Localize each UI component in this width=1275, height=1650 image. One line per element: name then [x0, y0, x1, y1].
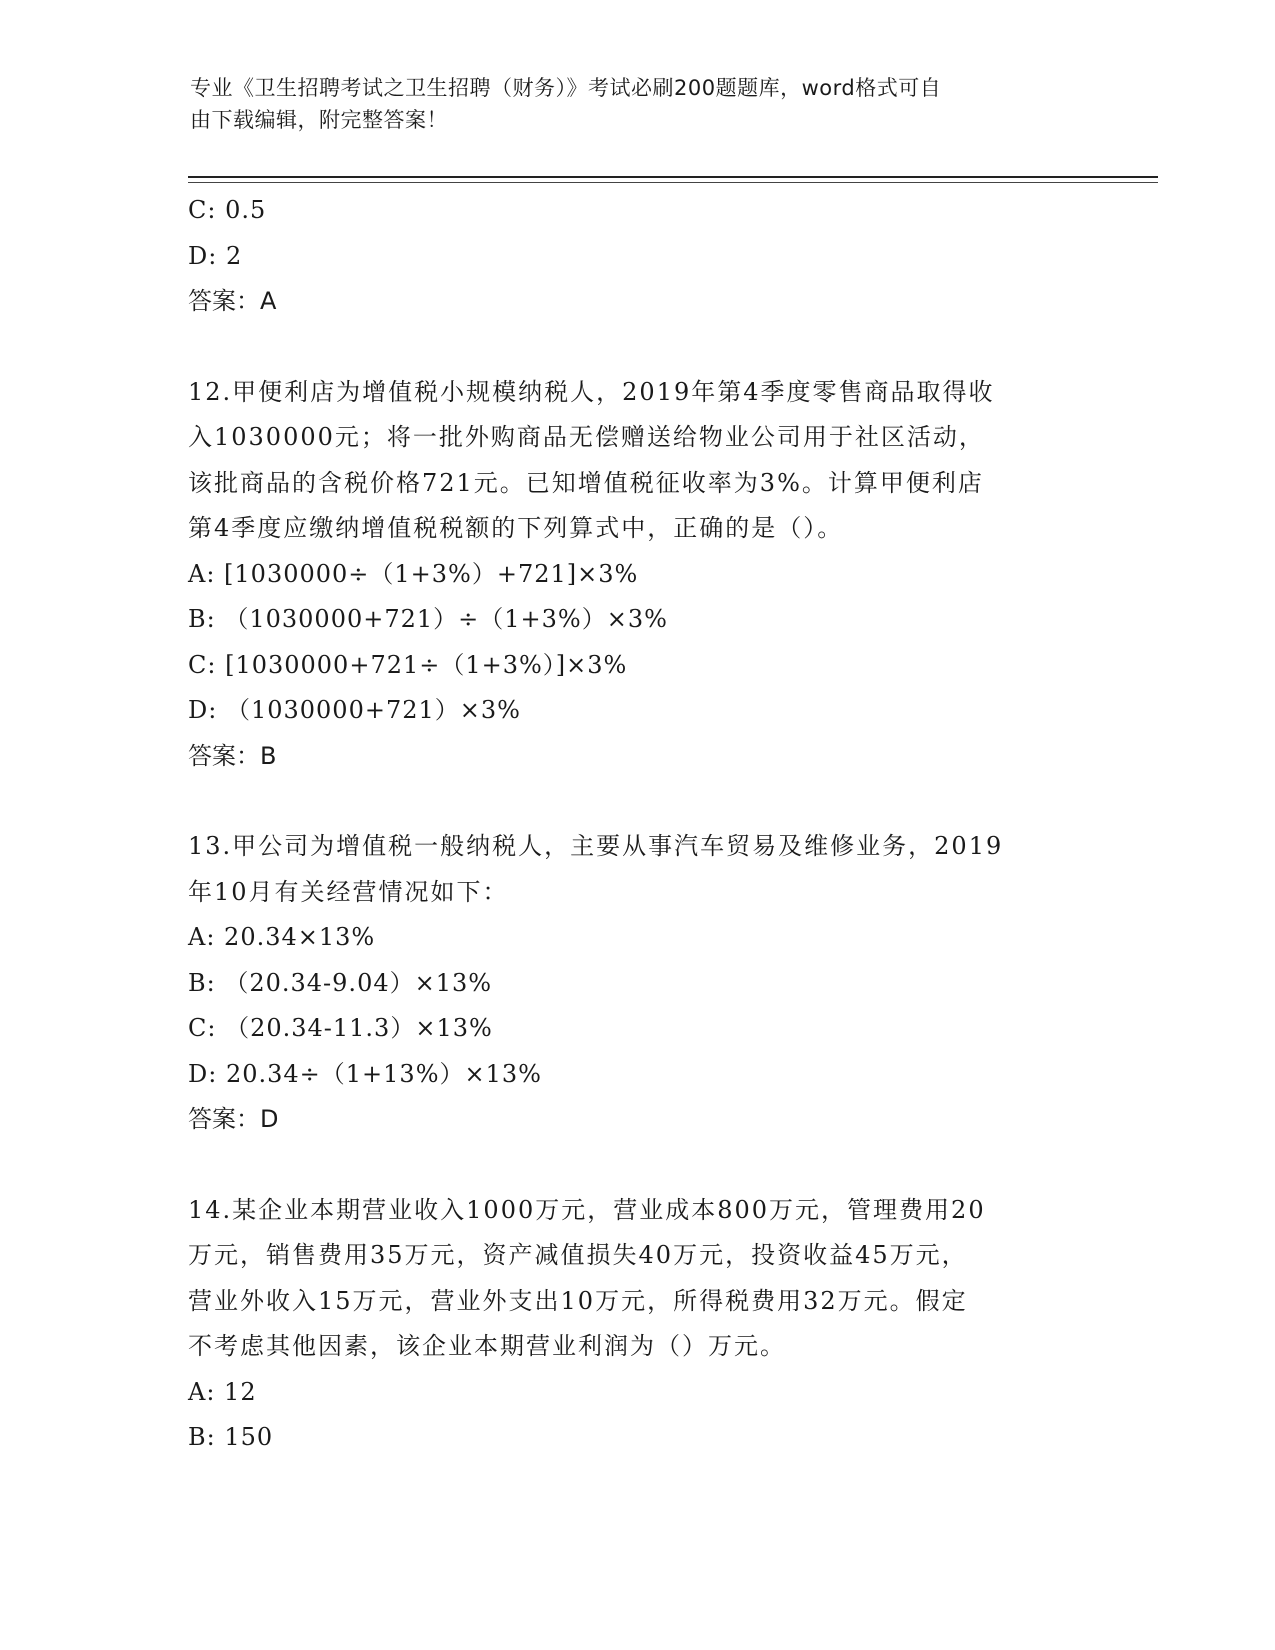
- question-13: [188, 824, 1088, 1143]
- header-divider-thick: [188, 176, 1158, 178]
- answer-line: 答案：A: [188, 287, 277, 315]
- header-line-2: 由下载编辑，附完整答案！: [190, 108, 448, 132]
- option-c: C: （20.34-11.3）×13%: [188, 1014, 493, 1042]
- option-d: D: （1030000+721）×3%: [188, 696, 521, 724]
- option-a: A: 20.34×13%: [188, 923, 376, 951]
- question-text-line: 14.某企业本期营业收入1000万元，营业成本800万元，管理费用20: [188, 1195, 986, 1224]
- spacer: [188, 325, 1088, 370]
- header-divider-thin: [188, 182, 1158, 183]
- spacer: [188, 779, 1088, 824]
- spacer: [188, 1143, 1088, 1188]
- option-b: B: 150: [188, 1423, 274, 1451]
- question-text-line: 年10月有关经营情况如下：: [188, 877, 509, 906]
- option-c: C: [1030000+721÷（1+3%）]×3%: [188, 650, 628, 679]
- option-d: D: 20.34÷（1+13%）×13%: [188, 1059, 542, 1088]
- question-text-line: 13.甲公司为增值税一般纳税人，主要从事汽车贸易及维修业务，2019: [188, 832, 1004, 860]
- question-text-line: 第4季度应缴纳增值税税额的下列算式中，正确的是（）。: [188, 514, 844, 542]
- question-content: [188, 188, 1088, 1461]
- question-text-line: 营业外收入15万元，营业外支出10万元，所得税费用32万元。假定: [188, 1286, 968, 1315]
- question-text-line: 该批商品的含税价格721元。已知增值税征收率为3%。计算甲便利店: [188, 468, 984, 497]
- question-text-line: 12.甲便利店为增值税小规模纳税人，2019年第4季度零售商品取得收: [188, 377, 995, 406]
- question-text-line: 入1030000元；将一批外购商品无偿赠送给物业公司用于社区活动，: [188, 423, 985, 451]
- option-a: A: 12: [188, 1377, 257, 1406]
- option-c: C: 0.5: [188, 196, 267, 224]
- question-14: [188, 1188, 1088, 1461]
- header-line-1: 专业《卫生招聘考试之卫生招聘（财务）》考试必刷200题题库，word格式可自: [190, 76, 942, 100]
- document-header: [190, 72, 1090, 136]
- prev-question: [188, 188, 1088, 325]
- question-text-line: 不考虑其他因素，该企业本期营业利润为（）万元。: [188, 1332, 786, 1360]
- question-12: [188, 370, 1088, 780]
- option-b: B: （1030000+721）÷（1+3%）×3%: [188, 605, 668, 633]
- answer-line: 答案：B: [188, 741, 277, 770]
- question-text-line: 万元，销售费用35万元，资产减值损失40万元，投资收益45万元，: [188, 1241, 968, 1269]
- option-a: A: [1030000÷（1+3%）+721]×3%: [188, 559, 639, 588]
- option-d: D: 2: [188, 241, 243, 270]
- answer-line: 答案：D: [188, 1105, 279, 1133]
- option-b: B: （20.34-9.04）×13%: [188, 968, 493, 997]
